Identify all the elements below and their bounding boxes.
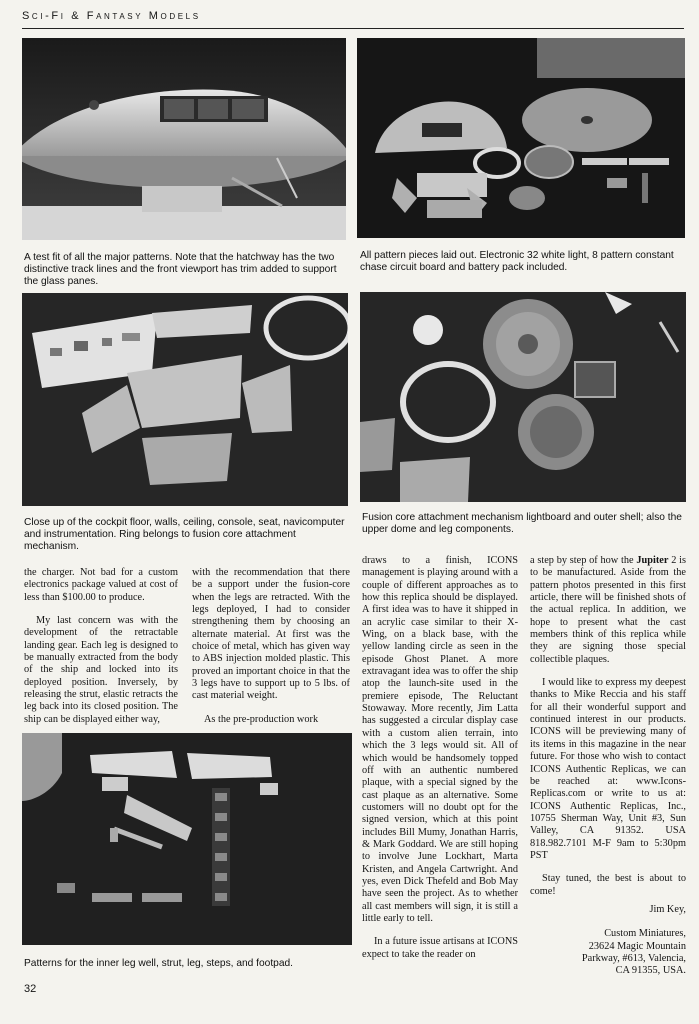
paragraph: draws to a finish, ICONS management is playing around with a couple of different approaches as to how this replica should be displayed. A first idea was to have it shipped in an acrylic case similar to their X-Wing, on a black base, with the yellow landing circle as seen in the episode Ghost Planet. A more extravagant idea was to offer the ship atop the launch-site used in the premiere episode, The Reluctant Stowaway. More recently, Jim Latta has suggested a circular display case with a custom alien terrain, into which the 3 legs would sit. All of which would be handsomely topped off with an authentic numbered plaque, with a special signed by the cast plaque as an alternative. Some customers will no doubt opt for the signed version, which at this point includes Bill Mumy, Jonathan Harris, & Mark Goddard. We are still hoping to involve June Lockhart, Marta Kristen, and Angela Cartwright. And yes, even Dick Thefeld and Bob May have seen the project. As to whether all cast members will sign, it is still a little early to tell. — [362, 555, 518, 924]
paragraph: a step by step of how the Jupiter 2 is to be manufactured. Aside from the pattern photos presented in this first article, there will be finished shots of the actual replica. In addition, we hope to present what the cast members think of this replica while they are signing those special collectible plaques. — [530, 555, 686, 665]
caption-test-fit: A test fit of all the major patterns. Note that the hatchway has the two distinctive track lines and the front viewport has trim added to support the glass panes. — [24, 252, 337, 288]
paragraph: I would like to express my deepest thanks to Mike Reccia and his staff for all their wonderful support and continued interest in our products. ICONS will be previewing many of its items in this magazine in the near future. For those who wish to contact ICONS Authentic Replicas, we can be reached at: www.Icons-Replicas.com or write to us at: ICONS Authentic Replicas, Inc., 10755 Sherman Way, Unit #3, Sun Valley, CA 91352. USA 818.982.7101 M-F 9am to 5:30pm PST — [530, 677, 686, 861]
paragraph: with the recommendation that there be a support under the fusion-core when the legs are retracted. With the legs deployed, I had to consider strengthening them by choosing an alternate material. At first was the choice of metal, which has given way to ABS injection molded plastic. This proved an important choice in that the 3 legs have to support up to 5 lbs. of cast material weight. — [192, 567, 350, 702]
paragraph: In a future issue artisans at ICONS expect to take the reader on — [362, 936, 518, 960]
photo-test-fit — [22, 38, 346, 240]
paragraph: Stay tuned, the best is about to come! — [530, 873, 686, 897]
signature: Jim Key, — [649, 903, 686, 915]
caption-all-pieces: All pattern pieces laid out. Electronic 32 white light, 8 pattern constant chase circuit board and battery pack included. — [360, 250, 674, 274]
caption-leg-patterns: Patterns for the inner leg well, strut, leg, steps, and footpad. — [24, 958, 293, 969]
photo-leg-patterns — [22, 733, 352, 945]
caption-cockpit: Close up of the cockpit floor, walls, ceiling, console, seat, navicomputer and instrumentation. Ring belongs to fusion core attachment mechanism. — [24, 517, 345, 553]
paragraph: My last concern was with the development of the retractable landing gear. Each leg is designed to be manually extracted from the body of the ship and locked into its deployed position. Inversely, by releasing the strut, elastic retracts the leg back into its closed position. The ship can be displayed either way, — [24, 615, 178, 725]
jupiter-bold: Jupiter — [636, 555, 669, 566]
author-address: Custom Miniatures, 23624 Magic Mountain Parkway, #613, Valencia, CA 91355, USA. — [581, 928, 686, 977]
caption-fusion-core: Fusion core attachment mechanism lightboard and outer shell; also the upper dome and leg components. — [362, 512, 682, 536]
photo-all-pieces — [357, 38, 685, 238]
page-number: 32 — [24, 983, 37, 995]
photo-fusion-core — [360, 292, 686, 502]
running-header — [22, 10, 684, 29]
article-column-1 — [24, 567, 178, 726]
paragraph: As the pre-production work — [204, 713, 319, 725]
paragraph: the charger. Not bad for a custom electronics package valued at cost of less than $100.00 to produce. — [24, 567, 178, 603]
article-column-4 — [530, 555, 686, 978]
magazine-title: Sci-Fi & Fantasy Models — [22, 10, 201, 22]
photo-cockpit — [22, 293, 348, 506]
article-column-3 — [362, 555, 518, 961]
article-column-2 — [192, 567, 350, 726]
